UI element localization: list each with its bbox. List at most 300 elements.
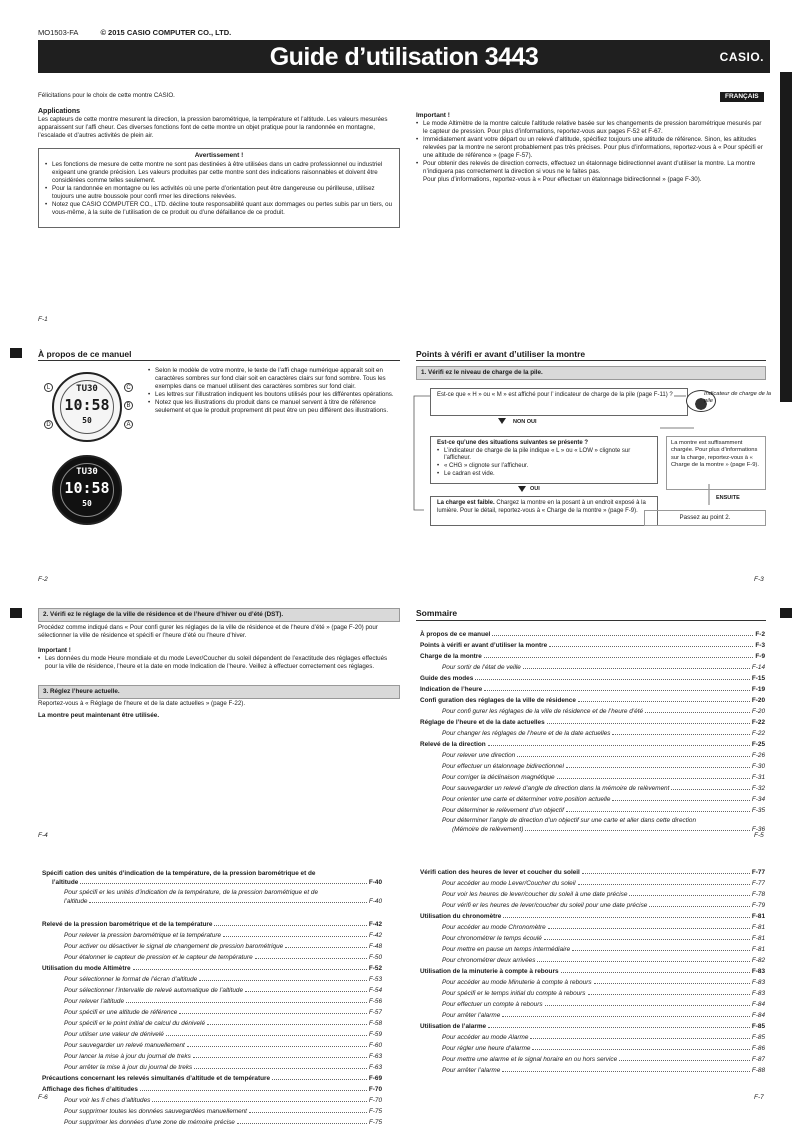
dot-leader <box>194 1063 367 1069</box>
toc-entry-title: Pour spécifi er le temps initial du compte à rebours <box>442 990 586 997</box>
dot-leader <box>549 641 753 647</box>
manual-notes <box>148 367 394 415</box>
dot-leader <box>492 630 753 636</box>
dot-leader <box>547 718 750 724</box>
toc-row <box>420 1022 765 1033</box>
toc-entry-page: F-87 <box>751 1056 765 1063</box>
toc-entry-page: F-40 <box>368 879 382 887</box>
next-step-box: Passez au point 2. <box>644 510 766 526</box>
step-2-text: Procédez comme indiqué dans « Pour confi gurer les réglages de la ville de résidence et de l’heure d’été » (page F-20) pour sélectionner la ville de résidence et spécifi er l’heure d’été ou l’heure d’hiver. <box>38 624 378 639</box>
toc-entry-page: F-75 <box>368 1119 382 1126</box>
toc-entry-page: F-19 <box>751 686 765 693</box>
section-title: Points à vérifi er avant d’utiliser la montre <box>416 349 586 359</box>
toc-entry-title: Pour relever la pression barométrique et la température <box>64 932 222 939</box>
dot-leader <box>645 707 750 713</box>
toc-row <box>420 923 765 934</box>
toc-entry-title: l’altitude <box>52 879 79 887</box>
toc-entry-title: Pour mettre en pause un temps intermédiaire <box>442 946 571 953</box>
ready-text: La montre peut maintenant être utilisée. <box>38 712 160 719</box>
important-item: • Immédiatement avant votre départ ou un relevé d’altitude, spécifiez toujours une altitude de référence. Sinon, les altitudes relevées par la montre ne seront probablement pas très précises. Pour plus d’informations, reportez-vous à « Pour spécifi er une altitude de référence » (page F-57). <box>416 136 766 160</box>
arrow-down-icon <box>518 486 526 492</box>
toc-entry-title: Pour accéder au mode Chronomètre <box>442 924 546 931</box>
document-header <box>38 28 231 38</box>
dot-leader <box>619 1055 750 1061</box>
dot-leader <box>223 931 367 937</box>
dot-leader <box>475 674 750 680</box>
toc-entry-page: F-81 <box>751 935 765 942</box>
toc-entry-title: Pour changer les réglages de l’heure et de la date actuelles <box>442 730 611 737</box>
dot-leader <box>126 997 367 1003</box>
dot-leader <box>193 1052 367 1058</box>
dot-leader <box>255 953 367 959</box>
toc-entry-title: Pour voir les heures de lever/coucher du soleil à une date précise <box>442 891 628 898</box>
question-2-item: • « CHG » clignote sur l’afficheur. <box>437 463 651 471</box>
toc-row <box>42 1019 382 1030</box>
toc-entry-page: F-81 <box>751 946 765 953</box>
question-1-box: Est-ce que « H » ou « M » est affiché pour l’ indicateur de charge de la pile (page F-11) ? <box>430 388 688 416</box>
toc-entry-page: F-69 <box>368 1075 382 1082</box>
toc-row <box>420 901 765 912</box>
toc-row <box>420 641 765 652</box>
toc-entry-page: F-77 <box>751 869 765 876</box>
toc-row <box>42 964 382 975</box>
toc-entry-page: F-36 <box>751 826 765 834</box>
toc-entry-page: F-48 <box>368 943 382 950</box>
manual-note-item: • Notez que les illustrations du produit dans ce manuel servent à titre de référence seulement et que le produit proprement dit peut être un peu différent des illustrations. <box>148 399 394 415</box>
dot-leader <box>594 978 750 984</box>
toc-entry-title: Pour régler une heure d’alarme <box>442 1045 531 1052</box>
toc-entry-title: Pour mettre une alarme et le signal horaire en ou hors service <box>442 1056 618 1063</box>
toc-row <box>420 696 765 707</box>
toc-entry-page: F-52 <box>368 965 382 972</box>
toc-entry-page: F-84 <box>751 1001 765 1008</box>
dot-leader <box>578 879 750 885</box>
dot-leader <box>484 685 750 691</box>
non-oui-label: NON OUI <box>513 419 537 425</box>
toc-entry-title: Pour lancer la mise à jour du journal de treks <box>64 1053 191 1060</box>
important-item: • Pour obtenir des relevés de direction corrects, effectuez un étalonnage bidirectionnel avant d’utiliser la montre. La montre n’indiquera pas correctement la direction si vous ne le faites pas. <box>416 160 766 176</box>
toc-row <box>42 1085 382 1096</box>
toc-row <box>420 806 765 817</box>
dot-leader <box>649 901 750 907</box>
toc-row <box>420 1044 765 1055</box>
toc-entry-page: F-58 <box>368 1020 382 1027</box>
toc-row <box>420 879 765 890</box>
button-label-d: D <box>44 420 53 429</box>
question-2-item: • Le cadran est vide. <box>437 471 651 479</box>
question-2-title: Est-ce qu’une des situations suivantes se présente ? <box>437 440 589 446</box>
dot-leader <box>502 1066 750 1072</box>
important-block <box>416 120 766 184</box>
title-bar <box>38 40 770 73</box>
toc-entry-page: F-85 <box>751 1034 765 1041</box>
toc-entry-title: Réglage de l’heure et de la date actuelles <box>420 719 545 726</box>
toc-entry-page: F-22 <box>751 719 765 726</box>
table-of-contents <box>420 868 765 1077</box>
dot-leader <box>548 923 750 929</box>
dot-leader <box>199 975 367 981</box>
toc-entry-page: F-75 <box>368 1108 382 1115</box>
toc-row <box>420 784 765 795</box>
toc-entry-page: F-83 <box>751 979 765 986</box>
toc-entry-title: Pour effectuer un compte à rebours <box>442 1001 543 1008</box>
dot-leader <box>484 652 754 658</box>
toc-entry-title: Pour sauvegarder un relevé manuellement <box>64 1042 185 1049</box>
dot-leader <box>525 825 749 831</box>
toc-entry-page: F-82 <box>751 957 765 964</box>
toc-entry-page: F-26 <box>751 752 765 759</box>
toc-entry-page: F-42 <box>368 932 382 939</box>
question-2-box <box>430 436 658 484</box>
toc-entry-units <box>42 870 382 908</box>
toc-row <box>420 1055 765 1066</box>
page-number: F-6 <box>38 1094 48 1101</box>
toc-row <box>420 956 765 967</box>
toc-row <box>420 795 765 806</box>
section-marker <box>10 608 22 618</box>
toc-entry-title: Pour vérifi er les heures de lever/coucher du soleil pour une date précise <box>442 902 648 909</box>
step-3-heading: 3. Réglez l’heure actuelle. <box>38 685 400 699</box>
step-3-text: Reportez-vous à « Réglage de l’heure et de la date actuelles » (page F-22). <box>38 700 246 707</box>
watch-top-display: TU30 <box>76 384 98 394</box>
low-charge-text: Chargez la montre en la posant à un endroit exposé à la lumière. Pour le détail, reportez-vous à « Charge de la montre » (page F-9). <box>437 500 646 514</box>
toc-entry-page: F-35 <box>751 807 765 814</box>
toc-entry-title: Pour relever une direction <box>442 752 516 759</box>
dot-leader <box>503 912 750 918</box>
dot-leader <box>566 806 750 812</box>
toc-row <box>420 762 765 773</box>
toc-entry-title: Pour arrêter l’alarme <box>442 1067 501 1074</box>
warning-box <box>38 148 400 228</box>
page-number: F-4 <box>38 832 48 839</box>
toc-entry-page: F-84 <box>751 1012 765 1019</box>
toc-row <box>420 685 765 696</box>
toc-entry-title: Pour supprimer toutes les données sauvegardées manuellement <box>64 1108 247 1115</box>
toc-entry-title: Pour supprimer les données d’une zone de mémoire précise <box>64 1119 235 1126</box>
dot-leader <box>588 989 750 995</box>
toc-row <box>420 674 765 685</box>
important-item: • Le mode Altimètre de la montre calcule l’altitude relative basée sur les changements de pression barométrique mesurés par le capteur de pression. Pour plus d’informations, reportez-vous aux pages F-52 et F-67. <box>416 120 766 136</box>
dot-leader <box>152 1096 367 1102</box>
toc-row <box>420 773 765 784</box>
toc-entry-page: F-79 <box>751 902 765 909</box>
toc-entry-page: F-9 <box>755 653 765 660</box>
dot-leader <box>140 1085 367 1091</box>
toc-entry-page: F-85 <box>751 1023 765 1030</box>
toc-entry-title: Pour utiliser une valeur de dénivelé <box>64 1031 164 1038</box>
toc-entry-title: Pour arrêter la mise à jour du journal de treks <box>64 1064 193 1071</box>
toc-entry-title: Précautions concernant les relevés simultanés d’altitude et de température <box>42 1075 271 1082</box>
dot-leader <box>272 1074 367 1080</box>
important-heading: Important ! <box>416 112 450 119</box>
section-rule <box>416 360 766 361</box>
dot-leader <box>545 1000 750 1006</box>
toc-entry-page: F-32 <box>751 785 765 792</box>
toc-entry-title: Pour accéder au mode Lever/Coucher du soleil <box>442 880 576 887</box>
section-rule <box>416 620 766 621</box>
toc-entry-title: Guide des modes <box>420 675 474 682</box>
section-marker <box>10 348 22 358</box>
toc-row <box>420 729 765 740</box>
low-charge-box <box>430 496 658 526</box>
dot-leader <box>214 920 366 926</box>
toc-entry-page: F-20 <box>751 697 765 704</box>
toc-entry-title: Utilisation du chronomètre <box>420 913 502 920</box>
language-tag: FRANÇAIS <box>720 92 764 102</box>
toc-row <box>420 890 765 901</box>
toc-entry-title: Pour accéder au mode Minuterie à compte à rebours <box>442 979 592 986</box>
toc-entry-title: Pour voir les fi ches d’altitudes <box>64 1097 151 1104</box>
toc-entry-page: F-50 <box>368 954 382 961</box>
button-label-b: B <box>124 401 133 410</box>
dot-leader <box>245 986 367 992</box>
applications-heading: Applications <box>38 108 81 115</box>
dot-leader <box>133 964 367 970</box>
question-2-item: • L’indicateur de charge de la pile indique « L » ou « LOW » clignote sur l’afficheur. <box>437 448 651 463</box>
toc-row <box>420 989 765 1000</box>
warning-item: • Les fonctions de mesure de cette montre ne sont pas destinées à être utilisées dans un cadre professionnel ou industriel exigeant une grande précision. Les valeurs produites par cette montre sont des indications raisonnables et doivent être considérées comme telles seulement. <box>45 161 393 185</box>
toc-entry-page: F-63 <box>368 1064 382 1071</box>
toc-row <box>420 1066 765 1077</box>
toc-row <box>420 934 765 945</box>
toc-entry-page: F-59 <box>368 1031 382 1038</box>
toc-entry-title: Affichage des fiches d’altitudes <box>42 1086 138 1093</box>
dot-leader <box>572 945 750 951</box>
dot-leader <box>532 1044 749 1050</box>
dot-leader <box>578 696 750 702</box>
dot-leader <box>582 868 750 874</box>
arrow-down-icon <box>498 418 506 424</box>
toc-entry-title: Pour effectuer un étalonnage bidirectionnel <box>442 763 564 770</box>
page-number: F-7 <box>754 1094 764 1101</box>
toc-row <box>420 978 765 989</box>
dot-leader <box>530 1033 749 1039</box>
toc-entry-title: Confi guration des réglages de la ville de résidence <box>420 697 576 704</box>
toc-entry-page: F-70 <box>368 1086 382 1093</box>
toc-row <box>420 630 765 641</box>
important-item: • Les données du mode Heure mondiale et du mode Lever/Coucher du soleil dépendent de l’exactitude des réglages effectués pour la ville de résidence, l’heure et la date en mode Indication de l’heure. Veillez à effectuer correctement ces réglages. <box>38 655 400 671</box>
page-number: F-1 <box>38 316 48 323</box>
dot-leader <box>237 1118 367 1124</box>
toc-row <box>42 975 382 986</box>
important-block <box>38 655 400 671</box>
toc-entry-page: F-63 <box>368 1053 382 1060</box>
toc-entry-title: (Mémoire de relèvement) <box>452 826 524 834</box>
toc-row <box>42 1030 382 1041</box>
toc-entry-page: F-15 <box>751 675 765 682</box>
toc-entry-title: Charge de la montre <box>420 653 482 660</box>
toc-row <box>42 1107 382 1118</box>
dot-leader <box>671 784 750 790</box>
toc-row <box>420 945 765 956</box>
button-label-a: A <box>124 420 133 429</box>
toc-entry-title: Pour accéder au mode Alarme <box>442 1034 529 1041</box>
toc-entry-page: F-34 <box>751 796 765 803</box>
toc-row <box>420 967 765 978</box>
toc-row <box>420 663 765 674</box>
dot-leader <box>544 934 750 940</box>
section-marker <box>780 348 792 358</box>
dot-leader <box>166 1030 367 1036</box>
section-rule <box>38 360 400 361</box>
toc-entry-title: Pour spécifi er les unités d’indication de la température, de la pression barométrique et de <box>64 889 318 897</box>
toc-entry-page: F-14 <box>751 664 765 671</box>
toc-row <box>42 1074 382 1085</box>
toc-entry-title: Pour corriger la déclinaison magnétique <box>442 774 555 781</box>
dot-leader <box>537 956 749 962</box>
battery-indicator-label: Indicateur de charge de la pile <box>704 391 772 405</box>
toc-entry-title: Pour sortir de l’état de veille <box>442 664 521 671</box>
watch-illustration-light <box>52 372 122 442</box>
dot-leader <box>488 1022 750 1028</box>
toc-entry-page: F-86 <box>751 1045 765 1052</box>
toc-row <box>42 953 382 964</box>
congrats-text: Félicitations pour le choix de cette montre CASIO. <box>38 92 175 99</box>
table-of-contents <box>420 630 765 836</box>
dot-leader <box>207 1019 367 1025</box>
section-title: Sommaire <box>416 608 458 618</box>
ensuite-label: ENSUITE <box>716 495 740 501</box>
toc-entry-page: F-22 <box>751 730 765 737</box>
dot-leader <box>502 1011 750 1017</box>
toc-entry-page: F-81 <box>751 924 765 931</box>
toc-row <box>42 1041 382 1052</box>
toc-entry-page: F-83 <box>751 990 765 997</box>
toc-entry-page: F-54 <box>368 987 382 994</box>
toc-entry-title: Pour sauvegarder un relevé d’angle de direction dans la mémoire de relèvement <box>442 785 670 792</box>
toc-entry-title: Spécifi cation des unités d’indication de la température, de la pression barométrique et de <box>42 870 316 877</box>
watch-top-display: TU30 <box>76 467 98 477</box>
watch-seconds-display: 50 <box>82 416 92 425</box>
toc-entry-title: Pour spécifi er une altitude de référence <box>64 1009 178 1016</box>
toc-entry-page: F-60 <box>368 1042 382 1049</box>
model-code: MO1503-FA <box>38 28 79 37</box>
toc-entry-page: F-77 <box>751 880 765 887</box>
toc-entry-title: Pour activer ou désactiver le signal de changement de pression barométrique <box>64 943 284 950</box>
toc-entry-page: F-2 <box>755 631 765 638</box>
toc-entry-title: À propos de ce manuel <box>420 631 491 638</box>
dot-leader <box>249 1107 367 1113</box>
toc-entry-title: Points à vérifi er avant d’utiliser la montre <box>420 642 548 649</box>
step-1-heading: 1. Vérifi ez le niveau de charge de la pile. <box>416 366 766 380</box>
toc-entry-title: Pour chronométrer deux arrivées <box>442 957 536 964</box>
toc-row <box>42 1008 382 1019</box>
toc-entry-page: F-81 <box>751 913 765 920</box>
toc-row <box>42 931 382 942</box>
toc-row <box>420 868 765 879</box>
page-number: F-2 <box>38 576 48 583</box>
toc-entry-title: Utilisation du mode Altimètre <box>42 965 131 972</box>
toc-entry-title: Vérifi cation des heures de lever et coucher du soleil <box>420 869 580 876</box>
applications-text: Les capteurs de cette montre mesurent la direction, la pression barométrique, la température et l’altitude. Les valeurs mesurées apparaissent sur l’affi cheur. Ces diverses fonctions font de cette montre un objet pratique pour la randonnée en montagne, l’escalade et d’autres activités de plein air. <box>38 116 388 139</box>
guide-title: Guide d’utilisation 3443 <box>269 43 539 71</box>
watch-illustration-dark <box>52 455 122 525</box>
toc-entry-title: Relevé de la direction <box>420 741 486 748</box>
button-label-l: L <box>44 383 53 392</box>
toc-row <box>420 751 765 762</box>
toc-row <box>42 942 382 953</box>
toc-entry-page: F-31 <box>751 774 765 781</box>
toc-entry-title: Pour orienter une carte et déterminer votre position actuelle <box>442 796 611 803</box>
toc-entry-page: F-88 <box>751 1067 765 1074</box>
copyright: © 2015 CASIO COMPUTER CO., LTD. <box>100 28 232 37</box>
toc-entry-title: Pour sélectionner le format de l’écran d’altitude <box>64 976 198 983</box>
toc-row <box>42 1063 382 1074</box>
dot-leader <box>523 663 750 669</box>
toc-row <box>420 740 765 751</box>
warning-item: • Pour la randonnée en montagne ou les activités où une perte d’orientation peut être dangereuse ou périlleuse, utilisez toujours une autre boussole pour confi rmer les directions relevées. <box>45 185 393 201</box>
low-charge-title: La charge est faible. <box>437 500 495 506</box>
toc-row <box>420 1011 765 1022</box>
toc-row <box>420 825 765 836</box>
toc-entry-page: F-57 <box>368 1009 382 1016</box>
toc-row <box>420 1000 765 1011</box>
dot-leader <box>612 795 749 801</box>
toc-entry-title: Pour étalonner le capteur de pression et le capteur de température <box>64 954 253 961</box>
toc-entry-title: Pour relever l’altitude <box>64 998 125 1005</box>
step-2-heading: 2. Vérifi ez le réglage de la ville de résidence et de l’heure d’hiver ou d’été (DST). <box>38 608 400 622</box>
watch-time-display: 10:58 <box>64 479 110 497</box>
dot-leader <box>285 942 367 948</box>
toc-row <box>42 1096 382 1107</box>
toc-row <box>42 920 382 931</box>
toc-entry-title: Pour spécifi er le point initial de calcul du dénivelé <box>64 1020 206 1027</box>
toc-row <box>42 997 382 1008</box>
button-label-c: C <box>124 383 133 392</box>
dot-leader <box>612 729 749 735</box>
toc-entry-title: Utilisation de la minuterie à compte à rebours <box>420 968 559 975</box>
manual-note-item: • Selon le modèle de votre montre, le texte de l’affi chage numérique apparaît soit en caractères sombres sur fond clair soit en caractères clairs sur fond sombre. Tous les exemples dans ce manuel utilisent des caractères sombres sur fond clair. <box>148 367 394 391</box>
dot-leader <box>557 773 750 779</box>
toc-row <box>420 718 765 729</box>
watch-seconds-display: 50 <box>82 499 92 508</box>
watch-time-display: 10:58 <box>64 396 110 414</box>
page-number: F-3 <box>754 576 764 583</box>
dot-leader <box>488 740 750 746</box>
dot-leader <box>179 1008 367 1014</box>
oui-label: OUI <box>530 486 540 492</box>
toc-entry-title: Pour sélectionner l’intervalle de relevé automatique de l’altitude <box>64 987 244 994</box>
toc-entry-page: F-30 <box>751 763 765 770</box>
toc-entry-page: F-56 <box>368 998 382 1005</box>
dot-leader <box>561 967 750 973</box>
section-marker <box>780 608 792 618</box>
toc-entry-page: F-25 <box>751 741 765 748</box>
toc-row <box>42 986 382 997</box>
toc-entry-title: Pour arrêter l’alarme <box>442 1012 501 1019</box>
dot-leader <box>187 1041 367 1047</box>
toc-entry-title: Indication de l’heure <box>420 686 483 693</box>
toc-entry-page: F-3 <box>755 642 765 649</box>
toc-entry-page: F-83 <box>751 968 765 975</box>
toc-entry-page: F-53 <box>368 976 382 983</box>
toc-row <box>420 707 765 718</box>
toc-entry-title: Utilisation de l’alarme <box>420 1023 487 1030</box>
warning-heading: Avertissement ! <box>194 152 244 159</box>
toc-entry-title: Pour déterminer l’angle de direction d’un objectif sur une carte et aller dans cette direction <box>442 817 696 824</box>
toc-row <box>42 1052 382 1063</box>
section-title: À propos de ce manuel <box>38 349 132 359</box>
toc-entry-page: F-20 <box>751 708 765 715</box>
charge-ok-box: La montre est suffisamment chargée. Pour plus d’informations sur la charge, reportez-vous à « Charge de la montre » (page F-9). <box>666 436 766 490</box>
toc-entry-title: Pour confi gurer les réglages de la ville de résidence et de l’heure d’été <box>442 708 644 715</box>
toc-entry-title: Pour chronométrer le temps écoulé <box>442 935 542 942</box>
toc-entry-title: Pour déterminer le relèvement d’un objectif <box>442 807 564 814</box>
toc-row <box>420 652 765 663</box>
manual-note-item: • Les lettres sur l’illustration indiquent les boutons utilisés pour les différentes opérations. <box>148 391 394 399</box>
page-number: F-5 <box>754 832 764 839</box>
toc-entry-page: F-40 <box>368 898 382 906</box>
